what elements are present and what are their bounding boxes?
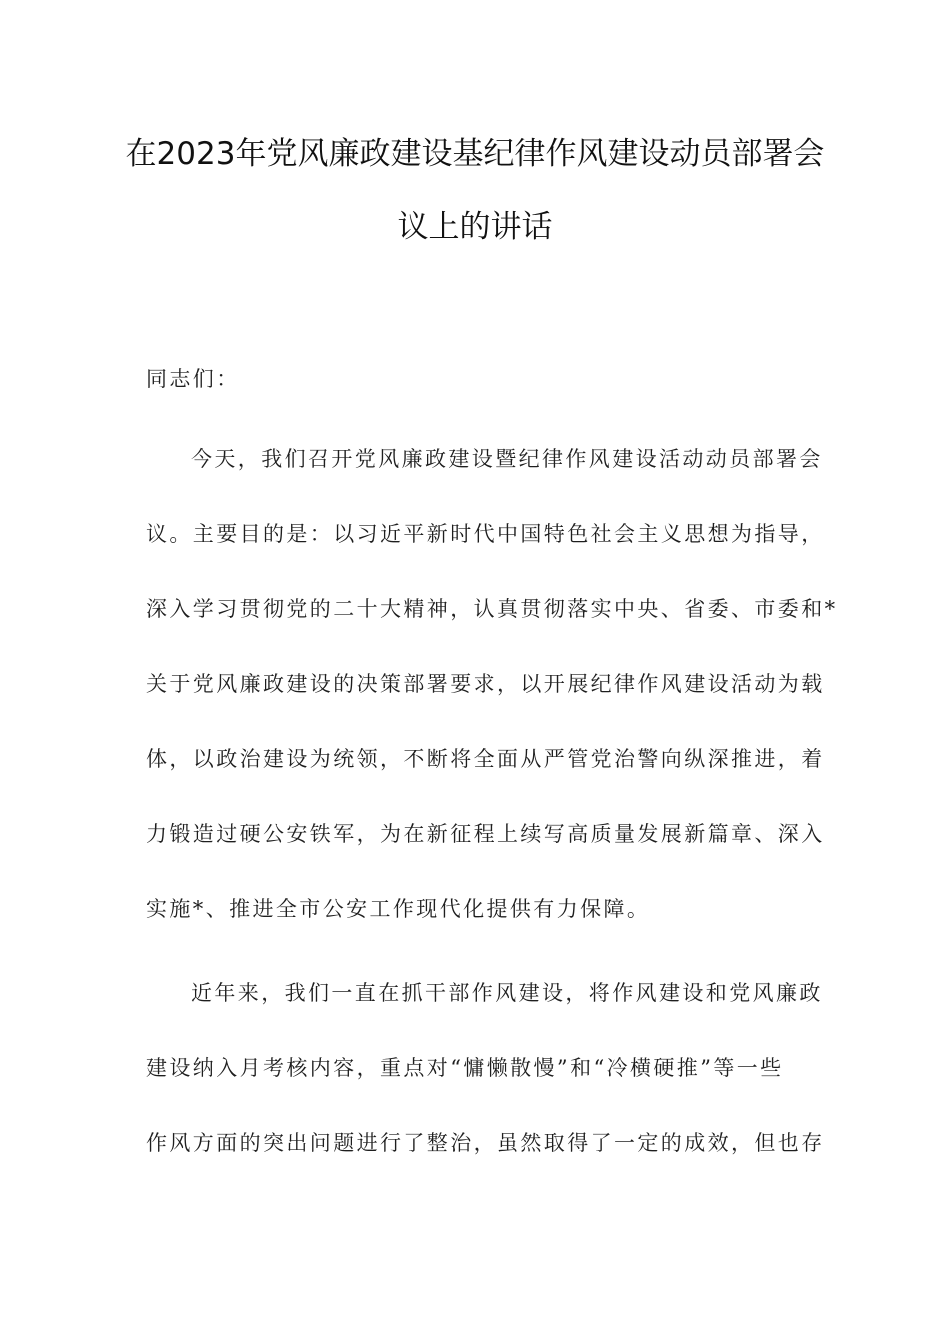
paragraph-line: 今天，我们召开党风廉政建设暨纪律作风建设活动动员部署会 — [191, 447, 823, 471]
paragraph-line: 作风方面的突出问题进行了整治，虽然取得了一定的成效，但也存 — [146, 1131, 825, 1155]
paragraph-line: 建设纳入月考核内容，重点对“慵懒散慢”和“冷横硬推”等一些 — [146, 1056, 784, 1080]
salutation: 同志们： — [146, 367, 240, 391]
paragraph-line: 力锻造过硬公安铁军，为在新征程上续写高质量发展新篇章、深入 — [146, 822, 825, 846]
paragraph-line: 议。主要目的是：以习近平新时代中国特色社会主义思想为指导， — [146, 522, 825, 546]
paragraph-line: 深入学习贯彻党的二十大精神，认真贯彻落实中央、省委、市委和* — [146, 597, 838, 621]
title-line-1: 在2023年党风廉政建设基纪律作风建设动员部署会 — [125, 136, 825, 172]
paragraph-line: 近年来，我们一直在抓干部作风建设，将作风建设和党风廉政 — [191, 981, 823, 1005]
title-line-2: 议上的讲话 — [397, 209, 553, 245]
paragraph-line: 实施*、推进全市公安工作现代化提供有力保障。 — [146, 897, 651, 921]
paragraph-line: 关于党风廉政建设的决策部署要求，以开展纪律作风建设活动为载 — [146, 672, 825, 696]
paragraph-line: 体，以政治建设为统领，不断将全面从严管党治警向纵深推进，着 — [146, 747, 825, 771]
